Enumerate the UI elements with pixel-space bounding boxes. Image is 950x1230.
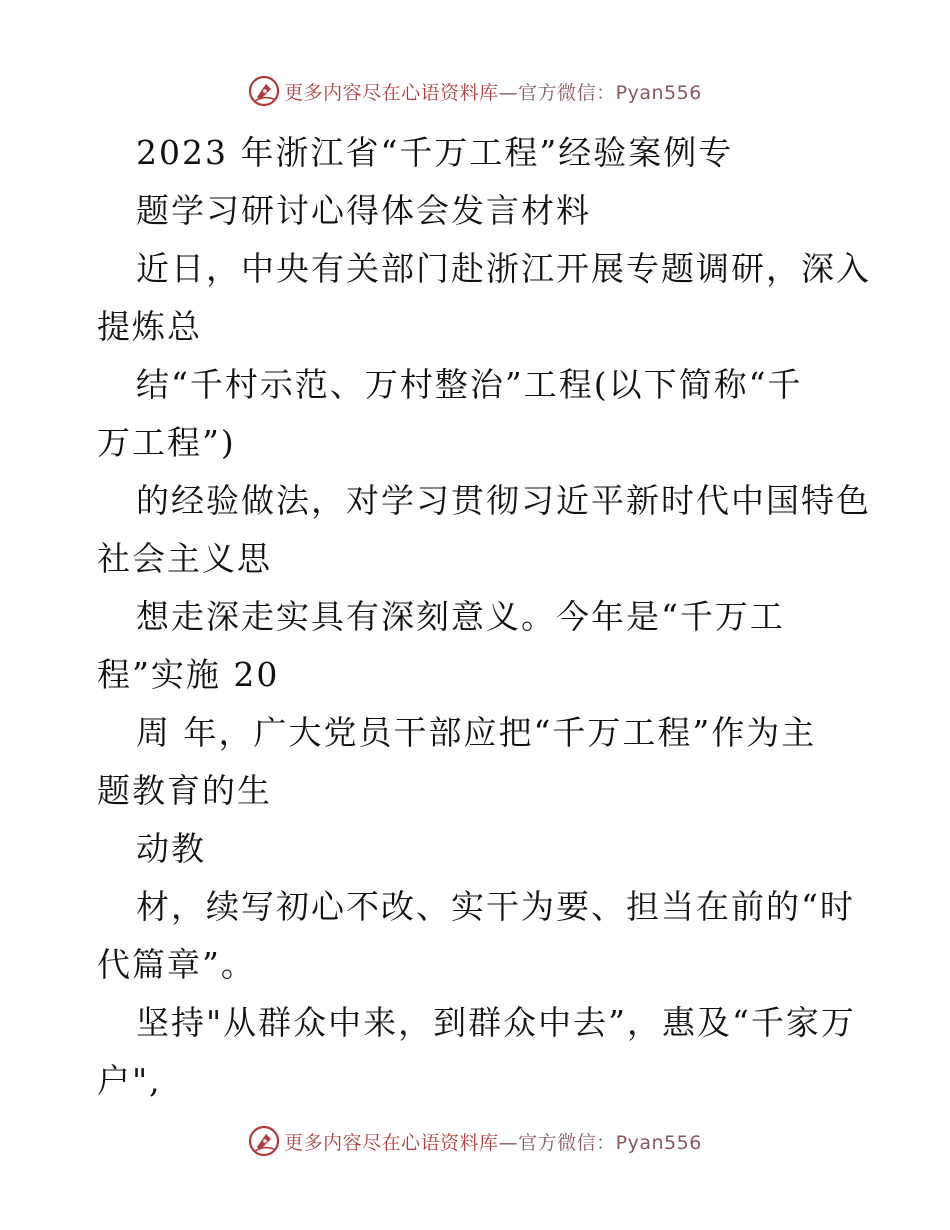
document-title-line-2: 题学习研讨心得体会发言材料: [136, 191, 591, 230]
paragraph-line: 提炼总: [97, 307, 202, 346]
footer-watermark: [0, 1124, 950, 1158]
watermark-text: 更多内容尽在心语资料库—官方微信：Pyan556: [284, 1131, 702, 1154]
document-body: [97, 124, 871, 1110]
paragraph-line: 材，续写初心不改、实干为要、担当在前的“时: [136, 887, 855, 926]
paragraph-line: 结“千村示范、万村整治”工程(以下简称“千: [136, 365, 803, 404]
paragraph-line: 社会主义思: [97, 539, 272, 578]
paragraph-line: 户",: [97, 1061, 162, 1100]
paragraph-line: 周 年，广大党员干部应把“千万工程”作为主: [136, 713, 817, 752]
paragraph-line: 坚持"从群众中来，到群众中去”，惠及“千家万: [136, 1003, 856, 1042]
paragraph-line: 的经验做法，对学习贯彻习近平新时代中国特色: [136, 481, 871, 520]
document-title-line-1: 2023 年浙江省“千万工程”经验案例专: [136, 133, 734, 172]
paragraph-line: 代篇章”。: [97, 945, 256, 984]
paragraph-line: 近日，中央有关部门赴浙江开展专题调研，深入: [136, 249, 871, 288]
pen-nib-seal-icon: [248, 75, 280, 107]
paragraph-line: 动教: [136, 829, 206, 868]
header-watermark: [0, 74, 950, 108]
pen-nib-seal-icon: [248, 1125, 280, 1157]
paragraph-line: 程”实施 20: [97, 655, 280, 694]
watermark-text: 更多内容尽在心语资料库—官方微信：Pyan556: [284, 81, 702, 104]
paragraph-line: 题教育的生: [97, 771, 272, 810]
paragraph-line: 万工程”): [97, 423, 236, 462]
paragraph-line: 想走深走实具有深刻意义。今年是“千万工: [136, 597, 785, 636]
